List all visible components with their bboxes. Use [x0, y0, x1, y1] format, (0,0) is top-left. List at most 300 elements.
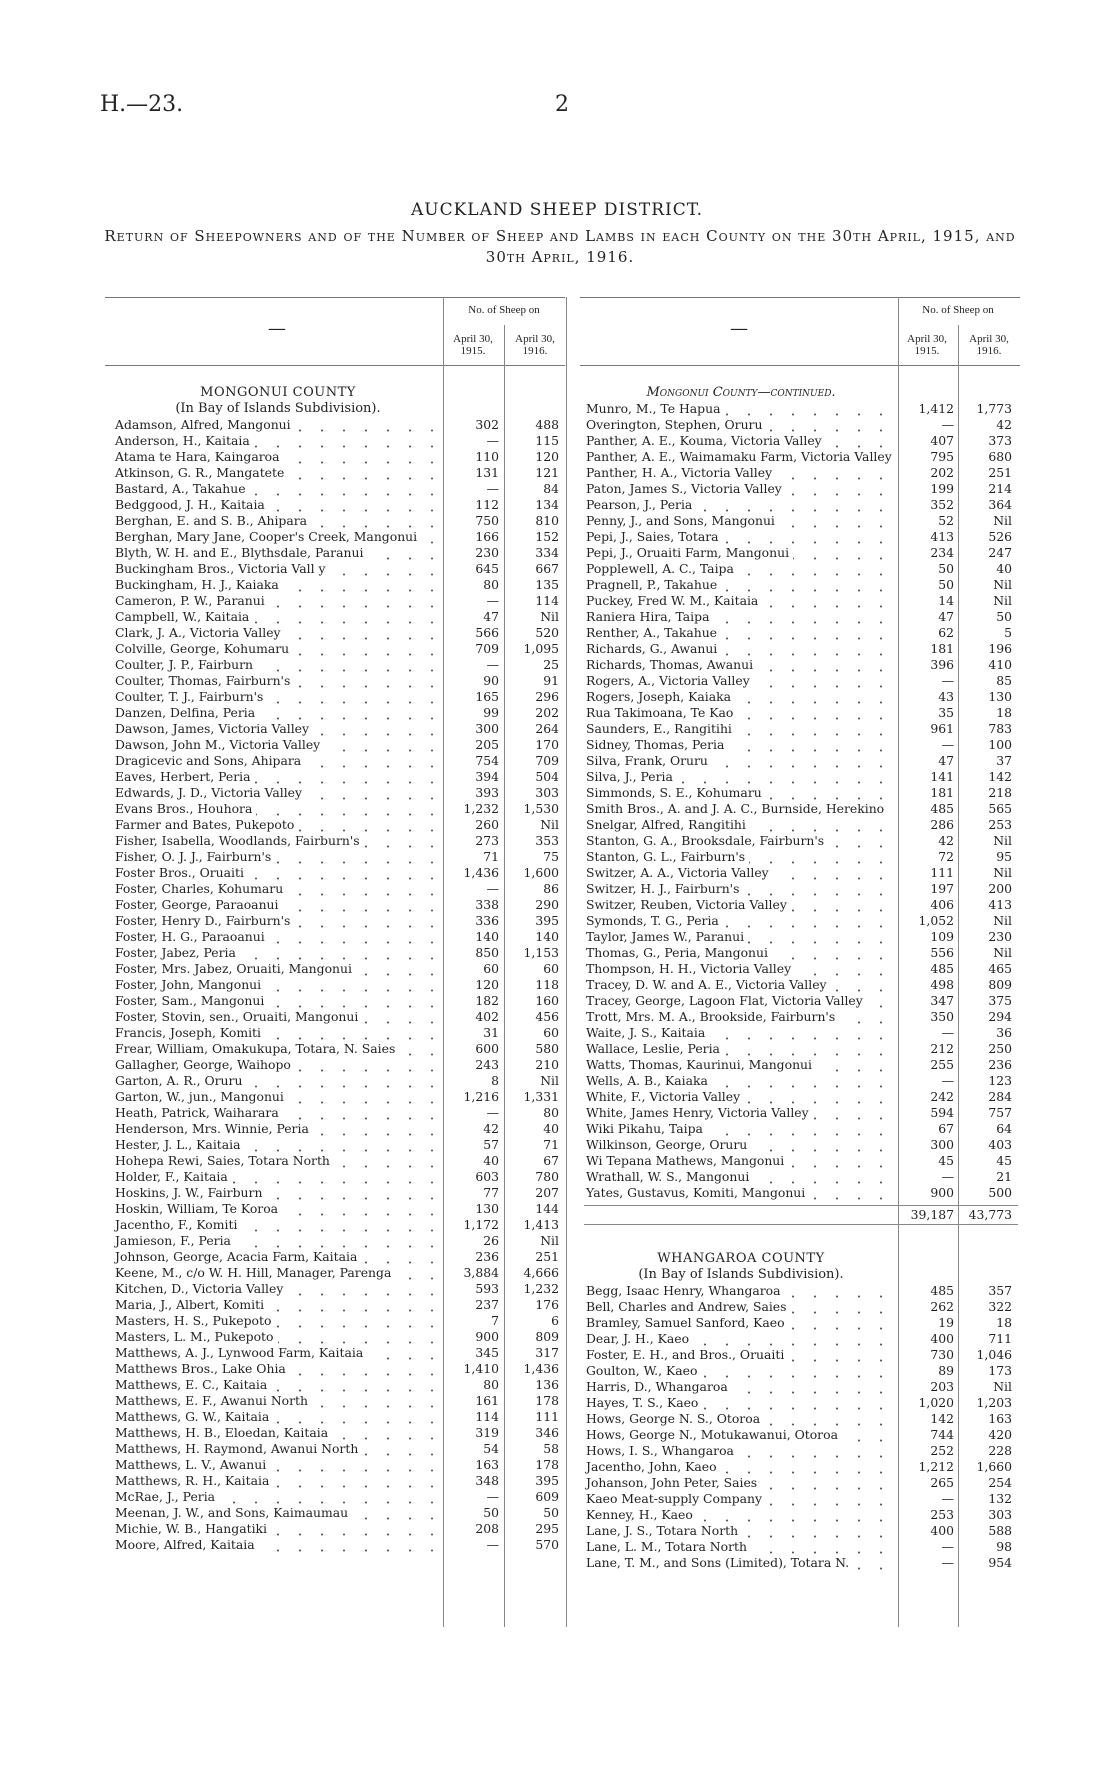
- owner-name: [584, 1169, 902, 1185]
- owner-name-text: Bastard, A., Takahue: [115, 481, 250, 496]
- sheep-1915: 45: [938, 1153, 954, 1168]
- sheep-1916: 115: [535, 433, 559, 448]
- left-name-head: —: [268, 318, 286, 339]
- table-row: [113, 497, 565, 513]
- table-row: [584, 497, 1018, 513]
- table-row: [584, 1153, 1018, 1169]
- owner-name: [113, 849, 447, 865]
- owner-name: [113, 1345, 447, 1361]
- owner-name-text: Bedggood, J. H., Kaitaia: [115, 497, 269, 512]
- sheep-1916: 1,530: [523, 801, 559, 816]
- sheep-1916: 50: [996, 609, 1012, 624]
- table-row: [584, 641, 1018, 657]
- sheep-1915: —: [486, 881, 499, 896]
- table-row: [584, 1169, 1018, 1185]
- owner-name: [584, 689, 902, 705]
- owner-name-text: Clark, J. A., Victoria Valley: [115, 625, 285, 640]
- owner-name: [584, 641, 902, 657]
- sheep-1916: 322: [988, 1299, 1012, 1314]
- owner-name-text: Matthews, E. C., Kaitaia: [115, 1377, 271, 1392]
- sheep-1915: 1,212: [918, 1459, 954, 1474]
- page-title: AUCKLAND SHEEP DISTRICT.: [410, 200, 703, 220]
- sheep-1915: 300: [930, 1137, 954, 1152]
- table-row: [584, 1395, 1018, 1411]
- table-row: [584, 561, 1018, 577]
- sheep-1915: 485: [930, 961, 954, 976]
- sheep-1915: 165: [475, 689, 499, 704]
- table-row: [113, 417, 565, 433]
- table-row: [584, 1443, 1018, 1459]
- sheep-1916: 1,095: [523, 641, 559, 656]
- owner-name: [113, 593, 447, 609]
- sheep-1915: 120: [475, 977, 499, 992]
- sheep-1915: 594: [930, 1105, 954, 1120]
- table-row: [113, 449, 565, 465]
- owner-name-text: White, F., Victoria Valley: [586, 1089, 744, 1104]
- owner-name-text: Hoskin, William, Te Koroa: [115, 1201, 282, 1216]
- table-row: [584, 849, 1018, 865]
- sheep-1916: 196: [988, 641, 1012, 656]
- owner-name: [584, 1443, 902, 1459]
- owner-name: [584, 497, 902, 513]
- table-row: [584, 433, 1018, 449]
- sheep-1915: 89: [938, 1363, 954, 1378]
- sheep-1916: 253: [988, 817, 1012, 832]
- owner-name: [584, 1089, 902, 1105]
- sheep-1915: 347: [930, 993, 954, 1008]
- sheep-1915: 202: [930, 465, 954, 480]
- sheep-1915: 348: [475, 1473, 499, 1488]
- sheep-1916: Nil: [993, 577, 1012, 592]
- sheep-1916: 1,773: [976, 401, 1012, 416]
- table-row: [584, 1363, 1018, 1379]
- sheep-1916: 1,232: [523, 1281, 559, 1296]
- owner-name-text: Berghan, E. and S. B., Ahipara: [115, 513, 311, 528]
- owner-name: [113, 545, 447, 561]
- sheep-1915: —: [941, 737, 954, 752]
- sheep-1915: 142: [930, 1411, 954, 1426]
- table-row: [113, 913, 565, 929]
- owner-name-text: Rogers, Joseph, Kaiaka: [586, 689, 735, 704]
- table-row: [584, 1331, 1018, 1347]
- table-row: [113, 977, 565, 993]
- sheep-1916: 118: [535, 977, 559, 992]
- owner-name: [584, 673, 902, 689]
- sheep-1915: 208: [475, 1521, 499, 1536]
- table-row: [584, 1315, 1018, 1331]
- owner-name-text: Bramley, Samuel Sanford, Kaeo: [586, 1315, 789, 1330]
- owner-name-text: Silva, Frank, Oruru: [586, 753, 712, 768]
- sheep-1915: 400: [930, 1523, 954, 1538]
- sheep-1916: 163: [988, 1411, 1012, 1426]
- sheep-1915: 242: [930, 1089, 954, 1104]
- owner-name-text: Foster, Henry D., Fairburn's: [115, 913, 294, 928]
- owner-name-text: Foster, H. G., Paraoanui: [115, 929, 269, 944]
- owner-name-text: Wrathall, W. S., Mangonui: [586, 1169, 753, 1184]
- owner-name-text: Matthews, R. H., Kaitaia: [115, 1473, 273, 1488]
- sheep-1915: 14: [938, 593, 954, 608]
- owner-name: [113, 1297, 447, 1313]
- owner-name-text: Thomas, G., Peria, Mangonui: [586, 945, 772, 960]
- table-row: [584, 689, 1018, 705]
- owner-name: [584, 913, 902, 929]
- owner-name-text: Fisher, O. J. J., Fairburn's: [115, 849, 275, 864]
- table-row: [584, 833, 1018, 849]
- sheep-1915: 600: [475, 1041, 499, 1056]
- owner-name-text: Francis, Joseph, Komiti: [115, 1025, 265, 1040]
- owner-name: [113, 1201, 447, 1217]
- section-subheading: (In Bay of Islands Subdivision).: [175, 401, 381, 416]
- sheep-1916: 413: [988, 897, 1012, 912]
- owner-name-text: Masters, L. M., Pukepoto: [115, 1329, 278, 1344]
- owner-name-text: Puckey, Fred W. M., Kaitaia: [586, 593, 762, 608]
- sheep-1916: 86: [543, 881, 559, 896]
- sheep-1916: 375: [988, 993, 1012, 1008]
- table-row: [113, 1041, 565, 1057]
- owner-name-text: Matthews, E. F., Awanui North: [115, 1393, 312, 1408]
- table-row: [584, 1491, 1018, 1507]
- sheep-1916: 37: [996, 753, 1012, 768]
- sheep-1916: 357: [988, 1283, 1012, 1298]
- sheep-1916: 111: [535, 1409, 559, 1424]
- owner-name: [113, 705, 447, 721]
- sheep-1915: —: [941, 1539, 954, 1554]
- county-total: [584, 1205, 1018, 1225]
- sheep-1916: 809: [988, 977, 1012, 992]
- table-row: [113, 513, 565, 529]
- owner-name-text: Taylor, James W., Paranui: [586, 929, 748, 944]
- sheep-1916: 130: [988, 689, 1012, 704]
- sheep-1915: 99: [483, 705, 499, 720]
- table-row: [113, 1505, 565, 1521]
- owner-name-text: Paton, James S., Victoria Valley: [586, 481, 786, 496]
- table-row: [584, 769, 1018, 785]
- table-row: [113, 1521, 565, 1537]
- table-row: [584, 625, 1018, 641]
- owner-name: [584, 945, 902, 961]
- table-row: [113, 1265, 565, 1281]
- sheep-1915: 3,884: [463, 1265, 499, 1280]
- table-row: [113, 1473, 565, 1489]
- owner-name-text: Matthews Bros., Lake Ohia: [115, 1361, 290, 1376]
- sheep-1916: 5: [1004, 625, 1012, 640]
- table-row: [113, 1329, 565, 1345]
- sheep-1915: 52: [938, 513, 954, 528]
- owner-name: [584, 1105, 902, 1121]
- table-row: [113, 1361, 565, 1377]
- sheep-1916: Nil: [993, 593, 1012, 608]
- table-row: [584, 1523, 1018, 1539]
- sheep-1915: 234: [930, 545, 954, 560]
- table-row: [584, 449, 1018, 465]
- owner-name: [584, 785, 902, 801]
- sheep-1915: 71: [483, 849, 499, 864]
- owner-name: [113, 1025, 447, 1041]
- owner-name: [584, 1137, 902, 1153]
- sheep-1915: 42: [938, 833, 954, 848]
- sheep-1916: Nil: [540, 1233, 559, 1248]
- sheep-1915: —: [486, 593, 499, 608]
- table-row: [113, 433, 565, 449]
- owner-name-text: Jacentho, F., Komiti: [115, 1217, 241, 1232]
- owner-name-text: Johanson, John Peter, Saies: [586, 1475, 761, 1490]
- table-row: [113, 481, 565, 497]
- sheep-1915: 255: [930, 1057, 954, 1072]
- owner-name: [584, 1459, 902, 1475]
- owner-name-text: Hester, J. L., Kaitaia: [115, 1137, 245, 1152]
- owner-name: [113, 1249, 447, 1265]
- sheep-1916: 42: [996, 417, 1012, 432]
- table-row: [113, 593, 565, 609]
- right-group-head: No. of Sheep on: [922, 304, 994, 316]
- sheep-1915: —: [941, 1555, 954, 1570]
- sheep-1915: 302: [475, 417, 499, 432]
- sheep-1915: 900: [475, 1329, 499, 1344]
- sheep-1916: 250: [988, 1041, 1012, 1056]
- table-row: [113, 1201, 565, 1217]
- sheep-1915: 114: [475, 1409, 499, 1424]
- sheep-1916: 465: [988, 961, 1012, 976]
- sheep-1916: 1,046: [976, 1347, 1012, 1362]
- owner-name-text: Snelgar, Alfred, Rangitihi: [586, 817, 750, 832]
- sheep-1916: 1,153: [523, 945, 559, 960]
- owner-name-text: Rua Takimoana, Te Kao: [586, 705, 737, 720]
- owner-name: [113, 881, 447, 897]
- owner-name: [584, 1507, 902, 1523]
- sheep-1915: 350: [930, 1009, 954, 1024]
- owner-name-text: Anderson, H., Kaitaia: [115, 433, 254, 448]
- owner-name-text: Buckingham Bros., Victoria Vall y: [115, 561, 329, 576]
- table-row: [113, 1393, 565, 1409]
- owner-name-text: Hows, I. S., Whangaroa: [586, 1443, 738, 1458]
- owner-name-text: Saunders, E., Rangitihi: [586, 721, 736, 736]
- table-row: [584, 993, 1018, 1009]
- table-row: [113, 785, 565, 801]
- table-row: [584, 1025, 1018, 1041]
- sheep-1915: 50: [938, 561, 954, 576]
- owner-name-text: Tracey, D. W. and A. E., Victoria Valley: [586, 977, 831, 992]
- owner-name-text: Yates, Gustavus, Komiti, Mangonui: [586, 1185, 809, 1200]
- sheep-1915: 35: [938, 705, 954, 720]
- owner-name: [584, 1491, 902, 1507]
- table-row: [584, 481, 1018, 497]
- table-row: [584, 817, 1018, 833]
- sheep-1916: 290: [535, 897, 559, 912]
- owner-name-text: Berghan, Mary Jane, Cooper's Creek, Mangonui: [115, 529, 421, 544]
- owner-name: [584, 1185, 902, 1201]
- owner-name: [584, 1395, 902, 1411]
- owner-name: [113, 1073, 447, 1089]
- owner-name: [584, 561, 902, 577]
- sheep-1916: 303: [535, 785, 559, 800]
- owner-name: [113, 497, 447, 513]
- owner-name: [584, 657, 902, 673]
- sheep-1916: Nil: [993, 833, 1012, 848]
- page-number: 2: [555, 92, 569, 117]
- sheep-1915: 40: [483, 1153, 499, 1168]
- sheep-1916: 200: [988, 881, 1012, 896]
- sheep-1915: 130: [475, 1201, 499, 1216]
- owner-name: [584, 961, 902, 977]
- table-row: [584, 1041, 1018, 1057]
- sheep-1915: 26: [483, 1233, 499, 1248]
- owner-name: [113, 1265, 447, 1281]
- owner-name: [584, 1427, 902, 1443]
- owner-name: [584, 465, 902, 481]
- sheep-1915: 212: [930, 1041, 954, 1056]
- table-row: [584, 1347, 1018, 1363]
- owner-name: [113, 1521, 447, 1537]
- owner-name: [113, 1089, 447, 1105]
- sheep-1916: Nil: [993, 945, 1012, 960]
- sheep-1915: 111: [930, 865, 954, 880]
- sheep-1915: 67: [938, 1121, 954, 1136]
- owner-name-text: Matthews, L. V., Awanui: [115, 1457, 270, 1472]
- owner-name: [584, 1555, 902, 1571]
- sheep-1916: 500: [988, 1185, 1012, 1200]
- table-row: [113, 545, 565, 561]
- owner-name-text: Eaves, Herbert, Peria: [115, 769, 255, 784]
- table-row: [113, 1185, 565, 1201]
- owner-name: [113, 417, 447, 433]
- owner-name: [113, 1441, 447, 1457]
- sheep-1916: 123: [988, 1073, 1012, 1088]
- owner-name: [584, 529, 902, 545]
- sheep-1916: 144: [535, 1201, 559, 1216]
- owner-name-text: Edwards, J. D., Victoria Valley: [115, 785, 306, 800]
- table-row: [113, 1121, 565, 1137]
- sheep-1916: 134: [535, 497, 559, 512]
- sheep-1916: 136: [535, 1377, 559, 1392]
- sheep-1915: 163: [475, 1457, 499, 1472]
- table-row: [113, 817, 565, 833]
- sheep-1916: 58: [543, 1441, 559, 1456]
- sheep-1915: 1,436: [463, 865, 499, 880]
- owner-name-text: Farmer and Bates, Pukepoto: [115, 817, 298, 832]
- owner-name: [113, 977, 447, 993]
- owner-name: [584, 1523, 902, 1539]
- sheep-1915: 197: [930, 881, 954, 896]
- owner-name-text: Matthews, H. Raymond, Awanui North: [115, 1441, 362, 1456]
- owner-name-text: Evans Bros., Houhora: [115, 801, 256, 816]
- right-col1-head: April 30, 1915.: [907, 333, 947, 357]
- sheep-1915: 140: [475, 929, 499, 944]
- sheep-1916: 18: [996, 705, 1012, 720]
- owner-name-text: Stanton, G. A., Brooksdale, Fairburn's: [586, 833, 828, 848]
- table-row: [584, 1507, 1018, 1523]
- table-row: [584, 1105, 1018, 1121]
- table-row: [113, 1249, 565, 1265]
- table-row: [113, 881, 565, 897]
- owner-name: [584, 849, 902, 865]
- sheep-1916: 170: [535, 737, 559, 752]
- sheep-1915: 260: [475, 817, 499, 832]
- owner-name-text: Harris, D., Whangaroa: [586, 1379, 732, 1394]
- owner-name: [584, 897, 902, 913]
- table-row: [113, 673, 565, 689]
- owner-name-text: Jacentho, John, Kaeo: [586, 1459, 721, 1474]
- owner-name-text: Atkinson, G. R., Mangatete: [115, 465, 288, 480]
- owner-name: [113, 481, 447, 497]
- sheep-1916: 120: [535, 449, 559, 464]
- sheep-1916: 100: [988, 737, 1012, 752]
- sheep-1916: 40: [543, 1121, 559, 1136]
- owner-name: [584, 833, 902, 849]
- sheep-1915: 900: [930, 1185, 954, 1200]
- owner-name-text: Kitchen, D., Victoria Valley: [115, 1281, 287, 1296]
- sheep-1916: 395: [535, 913, 559, 928]
- sheep-1916: 67: [543, 1153, 559, 1168]
- sheep-1916: 303: [988, 1507, 1012, 1522]
- owner-name-text: Smith Bros., A. and J. A. C., Burnside, Herekino: [586, 801, 888, 816]
- table-row: [584, 1137, 1018, 1153]
- table-row: [584, 1555, 1018, 1571]
- owner-name: [113, 1057, 447, 1073]
- section-heading: MONGONUI COUNTY: [200, 385, 356, 400]
- owner-name: [113, 721, 447, 737]
- sheep-1916: 1,203: [976, 1395, 1012, 1410]
- owner-name: [113, 1169, 447, 1185]
- table-row: [113, 801, 565, 817]
- sheep-1915: —: [941, 673, 954, 688]
- table-row: [584, 1089, 1018, 1105]
- owner-name-text: Thompson, H. H., Victoria Valley: [586, 961, 795, 976]
- owner-name: [584, 593, 902, 609]
- table-row: [584, 1411, 1018, 1427]
- owner-name-text: Panther, A. E., Kouma, Victoria Valley: [586, 433, 826, 448]
- owner-name-text: Foster, Sam., Mangonui: [115, 993, 268, 1008]
- owner-name-text: Goulton, W., Kaeo: [586, 1363, 701, 1378]
- sheep-1916: 1,436: [523, 1361, 559, 1376]
- table-row: [113, 1281, 565, 1297]
- sheep-1916: 810: [535, 513, 559, 528]
- owner-name: [113, 1217, 447, 1233]
- table-row: [584, 721, 1018, 737]
- sheep-1915: 131: [475, 465, 499, 480]
- owner-name: [584, 577, 902, 593]
- left-rows: [113, 417, 565, 1553]
- owner-name: [584, 1363, 902, 1379]
- table-row: [113, 1153, 565, 1169]
- sheep-1915: 396: [930, 657, 954, 672]
- owner-name: [113, 897, 447, 913]
- table-row: [113, 641, 565, 657]
- sheep-1915: 57: [483, 1137, 499, 1152]
- sheep-1916: 228: [988, 1443, 1012, 1458]
- owner-name-text: Fisher, Isabella, Woodlands, Fairburn's: [115, 833, 364, 848]
- total-1916: 43,773: [968, 1207, 1012, 1222]
- sheep-1916: 178: [535, 1393, 559, 1408]
- owner-name: [584, 1153, 902, 1169]
- sheep-1915: 166: [475, 529, 499, 544]
- sheep-1916: 218: [988, 785, 1012, 800]
- owner-name: [584, 1041, 902, 1057]
- owner-name-text: Simmonds, S. E., Kohumaru: [586, 785, 766, 800]
- owner-name: [584, 433, 902, 449]
- owner-name-text: Matthews, G. W., Kaitaia: [115, 1409, 273, 1424]
- owner-name-text: Foster, Stovin, sen., Oruaiti, Mangonui: [115, 1009, 362, 1024]
- sheep-1915: 394: [475, 769, 499, 784]
- owner-name: [113, 817, 447, 833]
- sheep-1915: 203: [930, 1379, 954, 1394]
- sheep-1915: 8: [491, 1073, 499, 1088]
- owner-name-text: White, James Henry, Victoria Valley: [586, 1105, 813, 1120]
- table-row: [113, 1377, 565, 1393]
- left-col1-head: April 30, 1915.: [453, 333, 493, 357]
- table-row: [584, 1009, 1018, 1025]
- owner-name: [584, 929, 902, 945]
- table-row: [584, 529, 1018, 545]
